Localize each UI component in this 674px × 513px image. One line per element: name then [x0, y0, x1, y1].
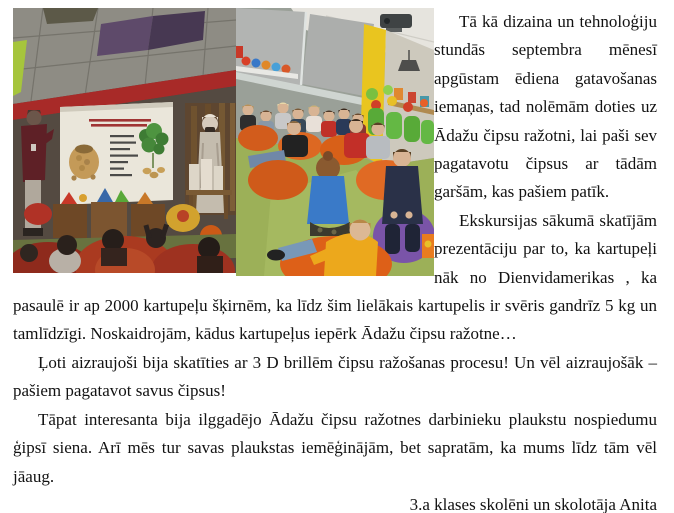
presentation-classroom-illustration: [13, 8, 236, 273]
paragraph-excursion: Ekskursijas sākumā skatījām prezentāciju par to, ka kartupeļi nāk no Dienvidamerikas , ka pasaulē ir ap 2000 kartupeļu šķirnēm, ka līdz šim lielākais kartupelis ir svēris gandrīz 5 kg un tamlīdzīgi. Noskaidrojām, kādus kartupeļus iepērk Ādažu čipsu ražotne…: [13, 210, 657, 344]
presentation-classroom-photo: [13, 8, 236, 273]
projector-screen: [60, 102, 173, 205]
children-watching-photo: [236, 8, 434, 276]
paragraph-handprint-wall: Tāpat interesanta bija ilggadējo Ādažu čipsu ražotnes darbinieku plaukstu nospiedumu ģipsī siena. Arī mēs tur savas plaukstas iemēģinājām, bet sapratām, ka mums līdz tām vēl jāaug.: [13, 409, 657, 486]
paragraph-intro: Tā kā dizaina un tehnoloģiju stundās septembra mēnesī apgūstam ēdiena gatavošanas iemaņas, tad nolēmām doties uz Ādažu čipsu ražotni, lai paši sev pagatavotu čipsus ar tādām garšām, kas pašiem patīk.: [434, 12, 657, 202]
paragraph-3d-glasses: Ļoti aizraujoši bija skatīties ar 3 D brillēm čipsu ražošanas procesu! Un vēl aizraujošāk – pašiem pagatavot savus čipsus!: [13, 352, 657, 401]
children-watching-illustration: [236, 8, 434, 276]
signature-line: 3.a klases skolēni un skolotāja Anita: [409, 494, 657, 513]
